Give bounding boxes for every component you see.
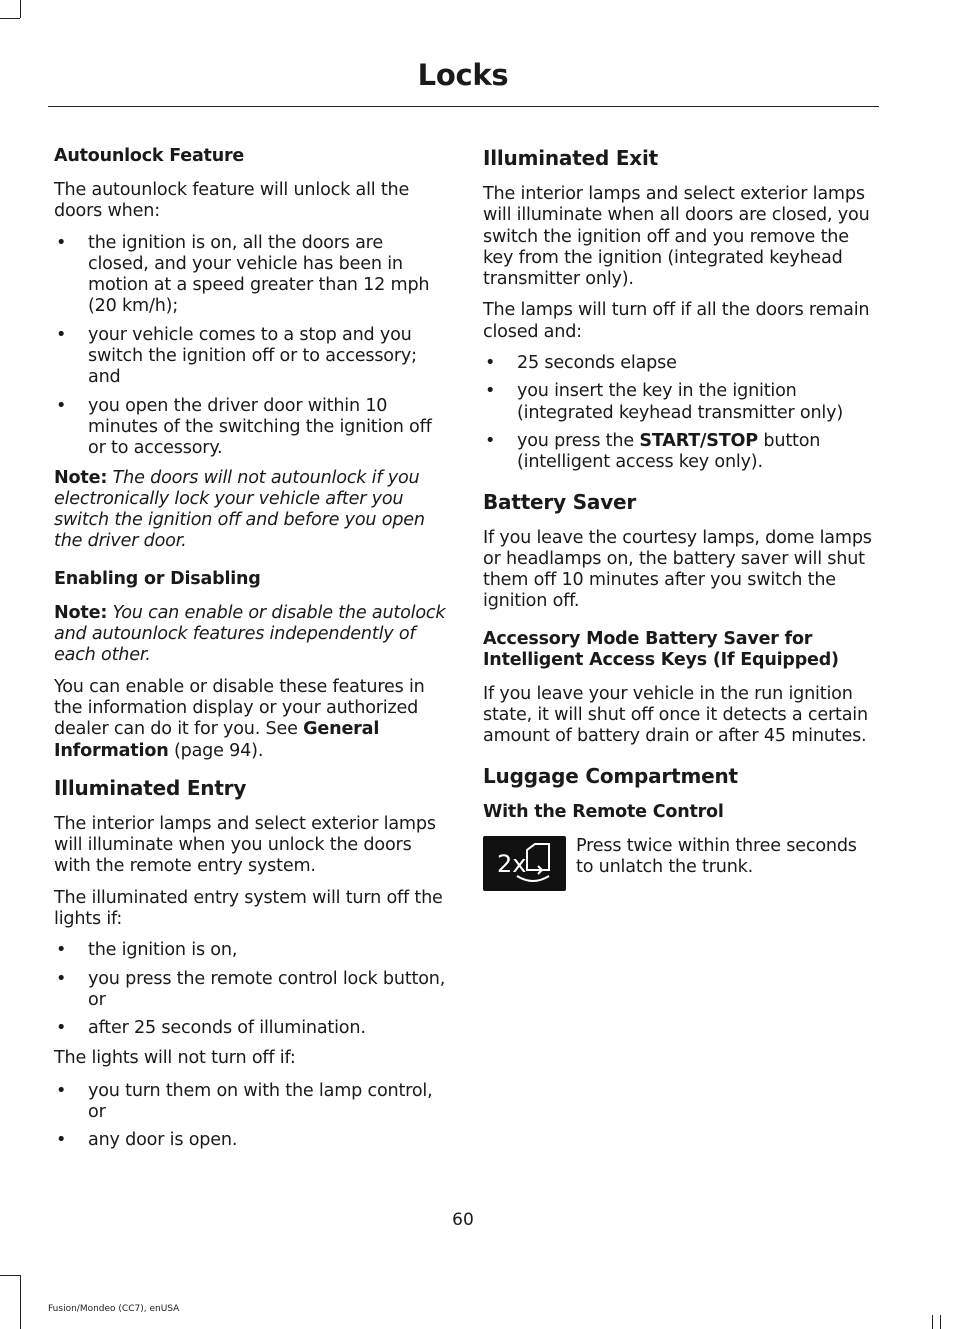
left-column — [54, 146, 446, 1160]
svg-text:2x: 2x — [497, 849, 527, 878]
general-information-link[interactable]: General Information — [54, 719, 380, 761]
remote-text: Press twice within three seconds to unlatch the trunk. — [576, 835, 857, 877]
note-enable — [54, 603, 446, 667]
autounlock-intro: The autounlock feature will unlock all the doors when: — [54, 180, 410, 222]
note-text: You can enable or disable the autolock and autounlock features independently of each other. — [54, 602, 446, 666]
list-item: • you open the driver door within 10 minutes of the switching the ignition off or to accessory. — [56, 395, 432, 459]
entry-paragraph-2: The illuminated entry system will turn off the lights if: — [54, 887, 443, 930]
list-item: • you press the remote control lock button, or — [56, 968, 446, 1010]
note-label: Note: — [54, 467, 108, 488]
list-item: • the ignition is on, — [56, 940, 238, 961]
note-label: Note: — [54, 602, 108, 623]
entry-paragraph-1: The interior lamps and select exterior lamps will illuminate when you unlock the doors with the remote entry system. — [54, 813, 436, 877]
illuminated-exit-heading: Illuminated Exit — [483, 146, 659, 170]
exit-paragraph-1: The interior lamps and select exterior lamps will illuminate when all doors are closed, you switch the ignition off and you remove the key from the ignition (integrated keyhead transmitter only). — [483, 184, 870, 290]
accessory-paragraph: If you leave your vehicle in the run ignition state, it will shut off once it detects a certain amount of battery drain or after 45 minutes. — [483, 683, 868, 747]
exit-list — [483, 353, 876, 473]
start-stop-label: START/STOP — [639, 430, 759, 451]
list-item: • you press the START/STOP button (intelligent access key only). — [485, 430, 821, 473]
list-item: • you insert the key in the ignition (integrated keyhead transmitter only) — [485, 381, 843, 423]
entry-list-2 — [54, 1081, 446, 1152]
list-item: • 25 seconds elapse — [485, 353, 677, 374]
remote-instruction — [483, 836, 876, 891]
exit-paragraph-2: The lamps will turn off if all the doors remain closed and: — [483, 300, 870, 342]
list-item: • your vehicle comes to a stop and you switch the ignition off or to accessory; and — [56, 324, 417, 388]
page-number: 60 — [452, 1210, 474, 1230]
note-text: The doors will not autounlock if you electronically lock your vehicle after you switch the ignition off and before you open the driver door. — [54, 467, 425, 552]
crop-mark-bottom-right-a — [932, 1315, 933, 1329]
crop-mark-bottom-left-v — [20, 1275, 21, 1329]
list-item: • you turn them on with the lamp control, or — [56, 1080, 433, 1123]
enabling-heading: Enabling or Disabling — [54, 568, 261, 589]
autounlock-heading: Autounlock Feature — [54, 146, 245, 166]
crop-mark-top-left-v — [20, 0, 21, 18]
trunk-release-icon — [483, 836, 566, 891]
crop-mark-bottom-right-b — [940, 1315, 941, 1329]
accessory-mode-heading: Accessory Mode Battery Saver for Intelligent Access Keys (If Equipped) — [483, 628, 839, 670]
right-column — [483, 146, 876, 891]
battery-paragraph: If you leave the courtesy lamps, dome lamps or headlamps on, the battery saver will shut them off 10 minutes after you switch the ignition off. — [483, 527, 872, 612]
entry-paragraph-3: The lights will not turn off if: — [54, 1047, 296, 1068]
entry-list — [54, 940, 446, 1039]
illuminated-entry-heading: Illuminated Entry — [54, 775, 247, 800]
enable-paragraph: You can enable or disable these features in the information display or your authorized dealer can do it for you. See General Information (page 94). — [54, 676, 425, 761]
luggage-compartment-heading: Luggage Compartment — [483, 763, 738, 788]
list-item: • after 25 seconds of illumination. — [56, 1018, 366, 1039]
crop-mark-top-left-h — [0, 18, 20, 19]
battery-saver-heading: Battery Saver — [483, 489, 637, 514]
crop-mark-bottom-left-h — [0, 1275, 20, 1276]
autounlock-list — [54, 233, 446, 460]
remote-control-heading: With the Remote Control — [483, 801, 724, 822]
page-title: Locks — [417, 58, 509, 92]
note-autounlock — [54, 468, 446, 553]
title-divider — [48, 106, 879, 107]
footer-doc-id: Fusion/Mondeo (CC7), enUSA — [48, 1304, 180, 1314]
list-item: • the ignition is on, all the doors are closed, and your vehicle has been in motion at a speed greater than 12 mph (20 km/h); — [56, 232, 430, 317]
list-item: • any door is open. — [56, 1130, 238, 1151]
